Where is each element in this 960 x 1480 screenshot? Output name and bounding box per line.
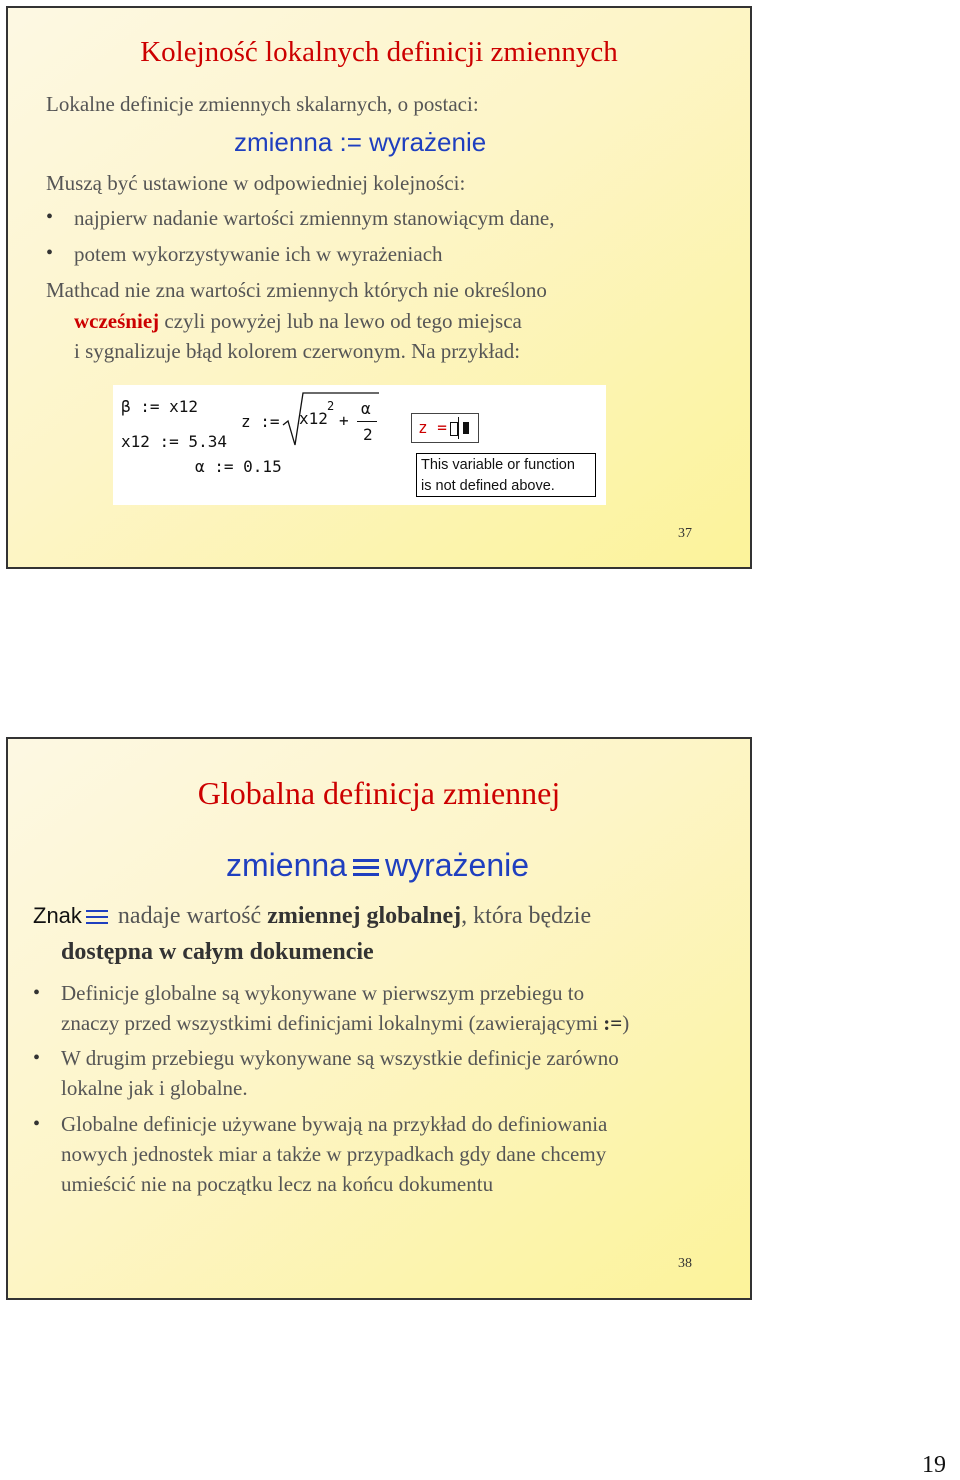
- bullet-line: W drugim przebiegu wykonywane są wszystkie definicje zarówno: [61, 1046, 619, 1070]
- sheet-page-number: 19: [922, 1452, 946, 1478]
- order-line: Muszą być ustawione w odpowiedniej kolejności:: [46, 171, 466, 195]
- page-number: 38: [678, 1256, 692, 1271]
- sign-sentence: [33, 903, 591, 930]
- page-number: 37: [678, 526, 692, 541]
- paragraph-line: [74, 309, 522, 334]
- z-evaluation: z =: [418, 418, 447, 437]
- bullet-line: nowych jednostek miar a także w przypadkach gdy dane chcemy: [61, 1142, 607, 1166]
- bullet-dot: •: [46, 206, 54, 228]
- error-tooltip: [416, 453, 596, 497]
- bullet-text: ): [622, 1011, 630, 1035]
- z-denominator: 2: [363, 425, 373, 444]
- placeholder-icon: [463, 422, 469, 434]
- bullet-line: umieścić nie na początku lecz na końcu dokumentu: [61, 1172, 494, 1196]
- x12-definition: x12 := 5.34: [121, 432, 227, 451]
- formula-right: wyrażenie: [384, 847, 530, 883]
- bullet-line: [61, 1011, 629, 1036]
- emphasis-text: :=: [603, 1011, 623, 1035]
- paragraph-line: Mathcad nie zna wartości zmiennych których nie określono: [46, 278, 547, 302]
- z-alpha: α: [361, 399, 371, 418]
- z-plus: +: [339, 411, 349, 430]
- alpha-definition: α := 0.15: [195, 457, 282, 476]
- bullet-dot: •: [33, 1047, 41, 1069]
- formula: zmienna := wyrażenie: [234, 127, 487, 157]
- intro-line: Lokalne definicje zmiennych skalarnych, o postaci:: [46, 92, 479, 116]
- fraction-bar: [357, 421, 377, 422]
- slide-title: Globalna definicja zmiennej: [197, 775, 561, 811]
- bullet-item: potem wykorzystywanie ich w wyrażeniach: [74, 242, 443, 266]
- slide-38: [6, 737, 752, 1300]
- bullet-line: Globalne definicje używane bywają na przykład do definiowania: [61, 1112, 608, 1136]
- identical-to-icon: [353, 859, 379, 877]
- sentence-bold-line: dostępna w całym dokumencie: [61, 939, 374, 965]
- error-text: is not defined above.: [421, 478, 555, 494]
- sentence-text: nadaje wartość: [111, 903, 268, 929]
- cursor-icon: [458, 417, 459, 439]
- slide-title: Kolejność lokalnych definicji zmiennych: [140, 36, 618, 68]
- z-assignment: z :=: [241, 412, 280, 431]
- paragraph-line: i sygnalizuje błąd kolorem czerwonym. Na przykład:: [74, 339, 521, 363]
- sentence-text: , która będzie: [461, 903, 592, 929]
- bullet-dot: •: [33, 1113, 41, 1135]
- bullet-dot: •: [46, 242, 54, 264]
- emphasis-text: zmiennej globalnej: [267, 903, 462, 929]
- global-formula: [226, 847, 529, 884]
- slide-37: [6, 6, 752, 569]
- bullet-line: lokalne jak i globalne.: [61, 1076, 248, 1100]
- placeholder-icon: [450, 422, 458, 436]
- bullet-dot: •: [33, 982, 41, 1004]
- z-exponent: 2: [327, 399, 335, 413]
- znak-label: Znak: [33, 903, 82, 928]
- z-x12: x12: [299, 409, 328, 428]
- beta-definition: β := x12: [121, 397, 199, 416]
- formula-left: zmienna: [226, 847, 347, 883]
- error-text: This variable or function: [421, 457, 575, 473]
- identical-to-icon: [86, 910, 108, 925]
- paragraph-text: czyli powyżej lub na lewo od tego miejsca: [159, 309, 522, 333]
- emphasis-text: wcześniej: [74, 309, 160, 333]
- bullet-line: Definicje globalne są wykonywane w pierwszym przebiegu to: [61, 981, 585, 1005]
- bullet-item: najpierw nadanie wartości zmiennym stanowiącym dane,: [74, 206, 555, 230]
- bullet-text: znaczy przed wszystkimi definicjami lokalnymi (zawierającymi: [61, 1011, 604, 1035]
- evaluation-region[interactable]: [411, 413, 479, 443]
